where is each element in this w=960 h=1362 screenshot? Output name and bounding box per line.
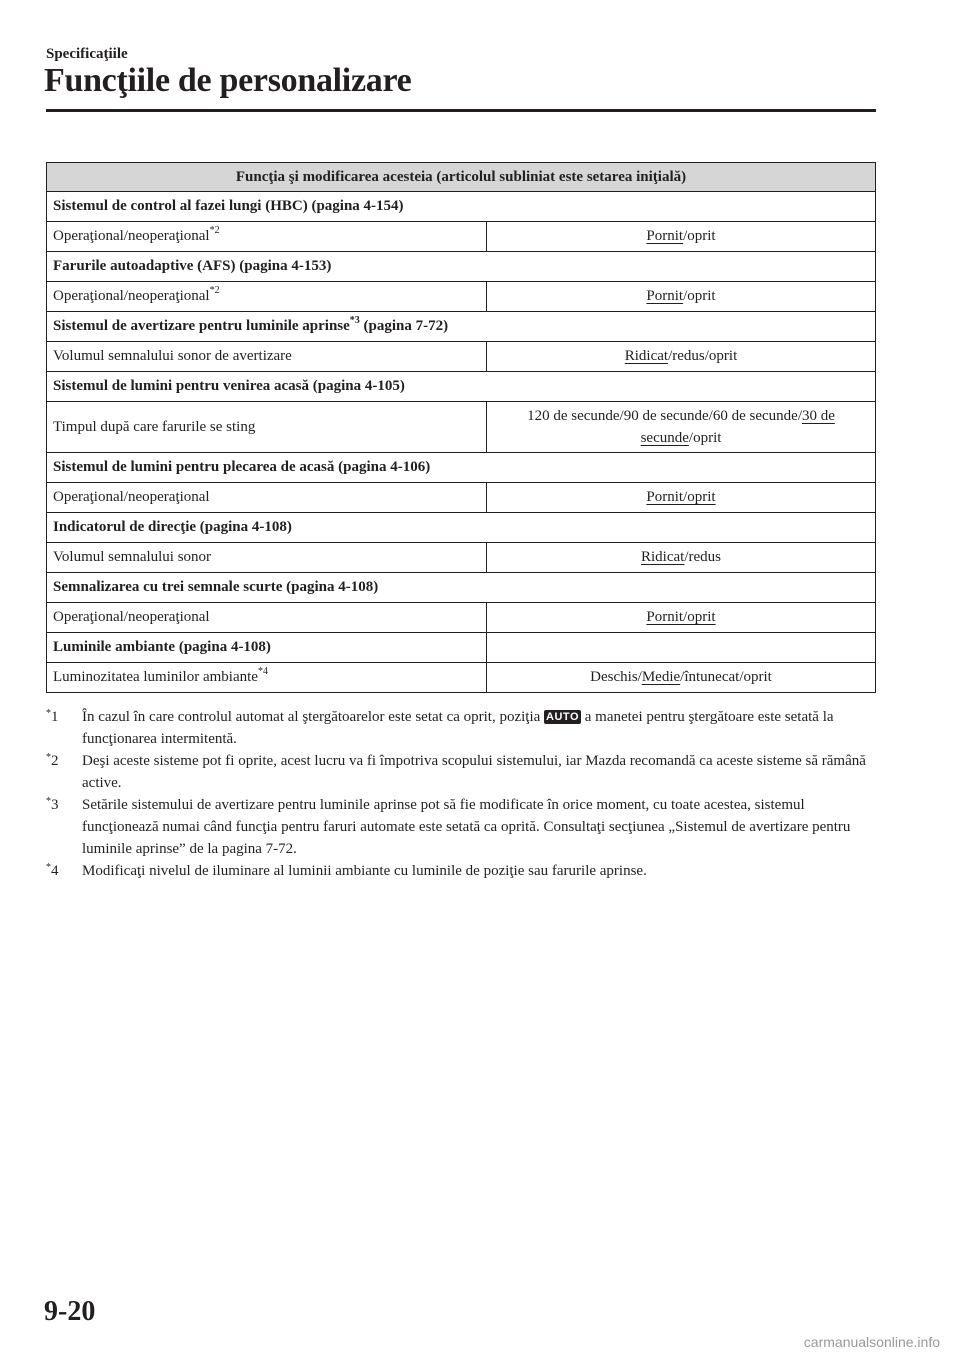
section-label: Specificaţiile [46,46,128,62]
section-heading [47,252,876,282]
section-heading-text: Sistemul de lumini pentru plecarea de acasă (pagina 4-106) [53,459,431,475]
table-row [47,483,876,513]
table-header: Funcţia şi modificarea acesteia (articolul subliniat este setarea iniţială) [47,163,876,192]
setting-label [47,663,487,693]
default-option: Pornit [646,228,684,244]
footnotes [46,706,876,882]
option-text: /redus [684,549,721,565]
section-heading [47,372,876,402]
table-row [47,663,876,693]
setting-options [487,222,876,252]
footnote-text: Setările sistemului de avertizare pentru luminile aprinse pot să fie modificate în orice moment, cu toate acestea, sistemul funcţionează numai când funcţia pentru faruri automate este setată ca oprită. Consultaţi secţiunea „Sistemul de avertizare pentru luminile aprinse” de la pagina 7-72. [82,797,851,857]
setting-label-text: Operaţional/neoperaţional [53,288,210,304]
footnote-number [46,794,59,816]
section-heading [47,573,876,603]
section-heading-text: Luminile ambiante (pagina 4-108) [53,639,271,655]
footnote-ref: *3 [349,315,360,326]
section-row [47,633,876,663]
setting-label [47,342,487,372]
footnote-text: În cazul în care controlul automat al ştergătoarelor este setat ca oprit, poziţia [82,709,545,725]
setting-label [47,603,487,633]
footnote-index: 2 [51,753,59,769]
empty-cell [487,633,876,663]
setting-label-text: Luminozitatea luminilor ambiante [53,669,258,685]
section-row [47,372,876,402]
section-heading-text: Semnalizarea cu trei semnale scurte (pagina 4-108) [53,579,379,595]
title-rule [46,109,876,112]
section-heading [47,453,876,483]
setting-label [47,543,487,573]
watermark: carmanualsonline.info [803,1334,940,1350]
footnote-asterisk: * [46,796,51,807]
table-row [47,342,876,372]
setting-label [47,483,487,513]
footnote-ref: *2 [209,285,220,296]
footnote-index: 3 [51,797,59,813]
footnote-asterisk: * [46,752,51,763]
default-option: Pornit [646,288,684,304]
option-text: /întunecat/oprit [680,669,772,685]
setting-label-text: Volumul semnalului sonor [53,549,212,565]
setting-label-text: Operaţional/neoperaţional [53,609,210,625]
table-row [47,402,876,453]
setting-options [487,543,876,573]
footnote-number [46,706,59,728]
section-heading [47,192,876,222]
footnote [46,794,876,860]
section-row [47,192,876,222]
setting-options [487,342,876,372]
default-option: Pornit/oprit [646,609,716,625]
footnote-text: Modificaţi nivelul de iluminare al luminii ambiante cu luminile de poziţie sau farurile aprinse. [82,863,647,879]
option-text: Deschis/ [590,669,642,685]
default-option: Pornit/oprit [646,489,716,505]
section-heading-text: Sistemul de avertizare pentru luminile aprinse [53,318,350,334]
section-row [47,513,876,543]
setting-label [47,222,487,252]
default-option: 30 de secunde [640,408,835,446]
page-number: 9-20 [44,1296,96,1327]
option-text: /oprit [683,288,716,304]
section-heading-text: Farurile autoadaptive (AFS) (pagina 4-153) [53,258,332,274]
option-text: /oprit [683,228,716,244]
footnote-index: 4 [51,863,59,879]
table-header-row [47,163,876,192]
footnote [46,750,876,794]
section-row [47,453,876,483]
section-heading-text: Indicatorul de direcţie (pagina 4-108) [53,519,292,535]
setting-label-text: Operaţional/neoperaţional [53,489,210,505]
table-row [47,222,876,252]
section-row [47,312,876,342]
default-option: Ridicat [624,348,669,364]
section-heading-page: (pagina 7-72) [359,318,449,334]
settings-table [46,162,876,693]
setting-options [487,402,876,453]
section-heading [47,312,876,342]
setting-options [487,663,876,693]
footnote-asterisk: * [46,708,51,719]
setting-options [487,483,876,513]
option-text: /oprit [688,430,722,446]
footnote-ref: *2 [209,225,220,236]
section-heading-text: Sistemul de lumini pentru venirea acasă (pagina 4-105) [53,378,405,394]
section-row [47,252,876,282]
setting-label-text: Timpul după care farurile se sting [53,419,256,435]
page-title: Funcţiile de personalizare [44,62,412,99]
option-text: 120 de secunde/90 de secunde/60 de secunde/ [527,408,802,424]
option-text: /redus/oprit [668,348,738,364]
footnote-asterisk: * [46,862,51,873]
footnote-text: a manetei pentru ştergătoare este setată la funcţionarea intermitentă. [82,709,834,747]
table-row [47,543,876,573]
table-body [47,192,876,693]
footnote-index: 1 [51,709,59,725]
setting-label [47,282,487,312]
default-option: Medie [641,669,681,685]
footnote-ref: *4 [257,666,268,677]
default-option: Ridicat [641,549,685,565]
section-heading [47,513,876,543]
setting-label-text: Operaţional/neoperaţional [53,228,210,244]
section-row [47,573,876,603]
table-row [47,603,876,633]
auto-badge-icon: AUTO [546,711,579,723]
section-heading [47,633,487,663]
setting-options [487,603,876,633]
footnote-number [46,860,59,882]
footnote-text: Deşi aceste sisteme pot fi oprite, acest lucru va fi împotriva scopului sistemului, iar Mazda recomandă ca aceste sisteme să rămână active. [82,753,866,791]
setting-label [47,402,487,453]
setting-label-text: Volumul semnalului sonor de avertizare [53,348,292,364]
table-row [47,282,876,312]
footnote [46,706,876,750]
section-heading-text: Sistemul de control al fazei lungi (HBC) (pagina 4-154) [53,198,404,214]
footnote [46,860,876,882]
footnote-number [46,750,59,772]
setting-options [487,282,876,312]
